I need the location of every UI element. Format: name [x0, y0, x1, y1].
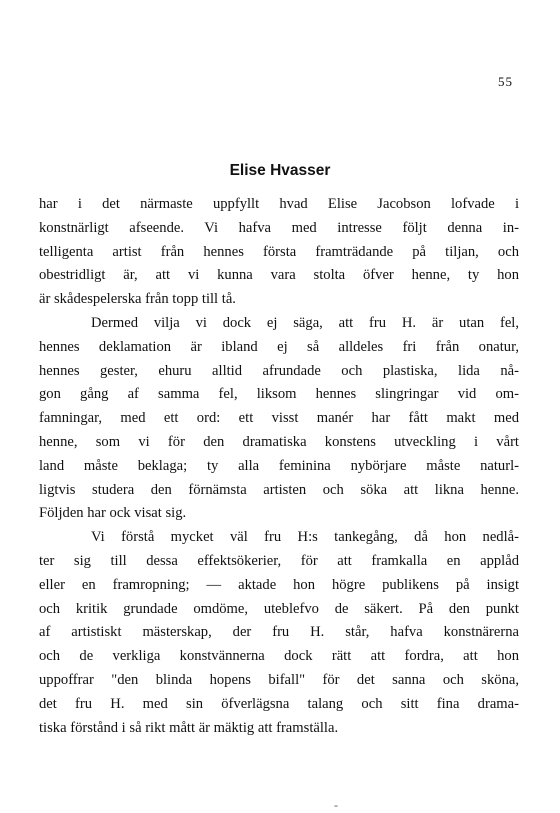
text-line: och de verkliga konstvännerna dock rätt att fordra, att hon — [39, 648, 519, 665]
text-line: Vi förstå mycket väl fru H:s tankegång, då hon nedlå- — [91, 529, 519, 546]
text-line: det fru H. med sin öfverlägsna talang och sitt fina drama- — [39, 695, 519, 712]
text-line: är skådespelerska från topp till tå. — [39, 291, 236, 308]
text-line: tiska förstånd i så rikt mått är mäktig att framställa. — [39, 719, 339, 736]
text-line: af artistiskt mästerskap, der fru H. står, hafva konstnärerna — [39, 624, 519, 641]
body-text — [39, 193, 519, 740]
footer-mark: - — [334, 798, 338, 812]
text-line: ligtvis studera den förnämsta artisten och söka att likna henne. — [39, 481, 519, 498]
text-line: famningar, med ett ord: ett visst manér har fått makt med — [39, 410, 519, 427]
page-title: Elise Hvasser — [229, 162, 331, 179]
text-line: obestridligt är, att vi kunna vara stolta öfver henne, ty hon — [39, 267, 519, 284]
text-line: gon gång af samma fel, liksom hennes slingringar vid om- — [39, 386, 519, 403]
text-line: ter sig till dessa effektsökerier, för att framkalla en applåd — [39, 552, 519, 569]
text-line: land måste beklaga; ty alla feminina nybörjare måste naturl- — [39, 457, 519, 474]
text-line: eller en framropning; — aktade hon högre publikens på insigt — [39, 576, 519, 593]
text-line: hennes gester, ehuru alltid afrundade och plastiska, lida nå- — [39, 362, 519, 379]
page-number: 55 — [498, 74, 513, 89]
text-line: uppoffrar "den blinda hopens bifall" för det sanna och sköna, — [39, 671, 519, 688]
text-line: telligenta artist från hennes första framträdande på tiljan, och — [39, 243, 519, 260]
text-line: konstnärligt afseende. Vi hafva med intresse följt denna in- — [39, 219, 519, 236]
text-line: och kritik grundade omdöme, uteblefvo de säkert. På den punkt — [39, 600, 519, 617]
text-line: henne, som vi för den dramatiska konstens utveckling i vårt — [39, 433, 519, 450]
text-line: har i det närmaste uppfyllt hvad Elise Jacobson lofvade i — [39, 196, 519, 212]
text-line: Följden har ock visat sig. — [39, 505, 187, 522]
text-line: Dermed vilja vi dock ej säga, att fru H. är utan fel, — [91, 314, 519, 331]
text-line: hennes deklamation är ibland ej så alldeles fri från onatur, — [39, 338, 519, 355]
